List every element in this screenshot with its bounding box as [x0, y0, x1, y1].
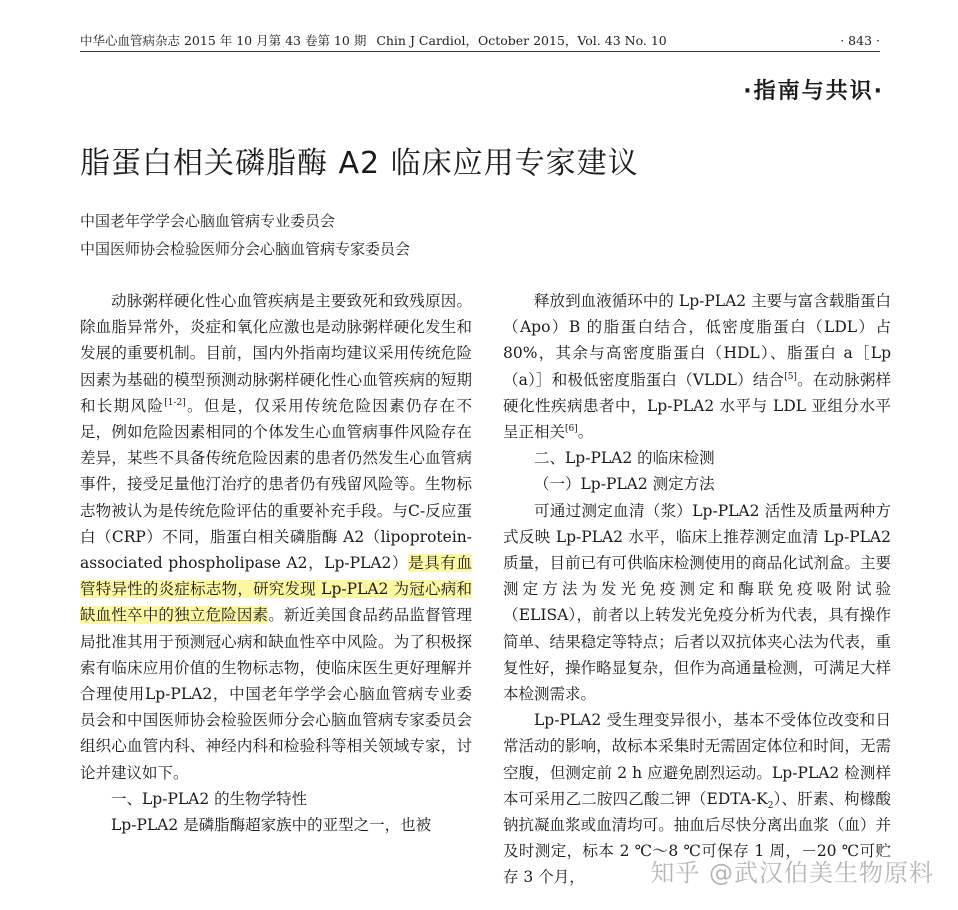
paragraph: [80, 288, 472, 786]
text-run: 。在动脉粥样硬化性疾病患者中，Lp-PLA2 水平与 LDL 亚组分水平呈正相关: [503, 370, 891, 442]
article-title: 脂蛋白相关磷脂酶 A2 临床应用专家建议: [80, 146, 639, 181]
highlighted-text: 是具有血管特异性的炎症标志物，研究发现 Lp-PLA2 为冠心病和缺血性卒中的独立危险因素: [80, 554, 472, 625]
paragraph: 可通过测定血清（浆）Lp-PLA2 活性及质量两种方式反映 Lp-PLA2 水平，临床上推荐测定血清 Lp-PLA2 质量，目前已有可供临床检测使用的商品化试剂盒。主要测定方法为发光免疫测定和酶联免疫吸附试验（ELISA），前者以上转发光免疫分析为代表，具有操作简单、结果稳定等特点；后者以双抗体夹心法为代表，重复性好，操作略显复杂，但作为高通量检测，可满足大样本检测需求。: [503, 501, 891, 704]
citation-ref: [1-2]: [164, 397, 186, 408]
text-run: ）、肝素、枸橼酸钠抗凝血浆或血清均可。抽血后尽快分离出血浆（血）并及时测定，标本 2 ℃～8 ℃可保存 1 周，－20 ℃可贮存 3 个月，: [503, 789, 891, 887]
author-group: 中国医师协会检验医师分会心脑血管病专家委员会: [80, 240, 411, 258]
section-heading: 二、Lp-PLA2 的临床检测: [534, 449, 715, 468]
page-number: · 843 ·: [840, 33, 880, 48]
section-heading: 一、Lp-PLA2 的生物学特性: [111, 789, 308, 808]
text-run: 释放到血液循环中的 Lp-PLA2 主要与富含载脂蛋白（Apo）B 的脂蛋白结合，低密度脂蛋白（LDL）占 80%，其余与高密度脂蛋白（HDL）、脂蛋白 a［Lp（a）］和极低密度脂蛋白（VLDL）结合: [503, 292, 891, 389]
running-header: [80, 31, 880, 52]
section-label: ·指南与共识·: [743, 79, 884, 104]
citation-ref: [6]: [565, 423, 578, 434]
watermark: 知乎 @武汉伯美生物原料: [650, 859, 934, 887]
left-column: [80, 288, 472, 838]
text-run: 。但是，仅采用传统危险因素仍存在不足，例如危险因素相同的个体发生心血管病事件风险存在差异，某些不具备传统危险因素的患者仍然发生心血管病事件，接受足量他汀治疗的患者仍有残留风险等。生物标志物被认为是传统危险评估的重要补充手段。与C-反应蛋白（CRP）不同，脂蛋白相关磷脂酶 A2（lipoprotein-associated phospholipase A2，Lp-PLA2）: [80, 396, 472, 573]
text-run: 。新近美国食品药品监督管理局批准其用于预测冠心病和缺血性卒中风险。为了积极探索有临床应用价值的生物标志物，使临床医生更好理解并合理使用Lp-PLA2，中国老年学学会心脑血管病专业委员会和中国医师协会检验医师分会心脑血管病专家委员会组织心血管内科、神经内科和检验科等相关领域专家，讨论并建议如下。: [80, 606, 472, 782]
text-run: Lp-PLA2 受生理变异很小，基本不受体位改变和日常活动的影响，故标本采集时无需固定体位和时间，无需空腹，但测定前 2 h 应避免剧烈运动。Lp-PLA2 检测样本可采用乙二胺四乙酸二钾（EDTA-K: [503, 711, 891, 808]
paragraph: Lp-PLA2 是磷脂酶超家族中的亚型之一，也被: [111, 816, 432, 835]
right-column: [503, 288, 891, 891]
author-affiliations: [80, 207, 410, 263]
text-run: 动脉粥样硬化性心血管疾病是主要致死和致残原因。除血脂异常外，炎症和氧化应激也是动脉粥样硬化发生和发展的重要机制。目前，国内外指南均建议采用传统危险因素为基础的模型预测动脉粥样硬化性心血管疾病的短期和长期风险: [80, 292, 472, 415]
journal-citation: [80, 31, 673, 49]
paragraph: [503, 288, 891, 445]
citation-ref: [5]: [784, 371, 797, 382]
journal-name-cn: 中华心血管病杂志 2015 年 10 月第 43 卷第 10 期: [80, 33, 367, 48]
subsection-heading: （一）Lp-PLA2 测定方法: [534, 475, 715, 494]
text-run: 。: [577, 423, 594, 442]
journal-name-en: Chin J Cardiol，October 2015，Vol. 43 No. 10: [376, 33, 667, 48]
subscript: 2: [767, 800, 774, 811]
author-group: 中国老年学学会心脑血管病专业委员会: [80, 212, 336, 230]
